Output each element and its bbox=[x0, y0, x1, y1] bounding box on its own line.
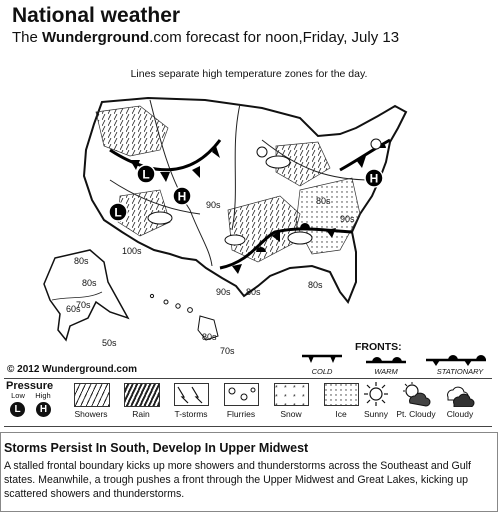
temp-label: 100s bbox=[122, 246, 142, 256]
stationary-front-symbol bbox=[426, 355, 486, 366]
pressure-center-low-2 bbox=[109, 203, 127, 221]
temp-label: 50s bbox=[102, 338, 117, 348]
low-pressure-icon: L bbox=[10, 402, 25, 417]
temp-label: 90s bbox=[340, 214, 355, 224]
fronts-symbols bbox=[292, 352, 492, 368]
partly-cloudy-icon bbox=[400, 381, 432, 407]
cold-front-symbol bbox=[302, 356, 342, 363]
legend-label-cloudy: Cloudy bbox=[446, 409, 474, 419]
temp-label: 80s bbox=[202, 332, 217, 342]
temp-label: 90s bbox=[216, 287, 231, 297]
svg-text:L: L bbox=[114, 205, 122, 220]
pressure-low-label: Low bbox=[11, 391, 25, 400]
legend-label-sunny: Sunny bbox=[363, 409, 389, 419]
story-body: A stalled frontal boundary kicks up more showers and thunderstorms across the Southeast and Gulf states. Meanwhile, a trough pushes a front through the Upper Midwest and Great Lakes, kicking up scattered showers and thunderstorms. bbox=[4, 460, 471, 500]
legend-label-flurries: Flurries bbox=[226, 409, 256, 419]
temp-label: 90s bbox=[206, 200, 221, 210]
pressure-center-high-1 bbox=[173, 187, 191, 205]
subtitle-prefix: The bbox=[12, 29, 43, 46]
temp-label: 60s bbox=[66, 304, 81, 314]
legend-label-showers: Showers bbox=[74, 409, 108, 419]
pressure-legend-title: Pressure bbox=[6, 380, 54, 392]
temp-label: 80s bbox=[316, 196, 331, 206]
front-caption-cold: COLD bbox=[311, 367, 333, 376]
warm-front-symbol bbox=[366, 357, 406, 362]
temp-label: 80s bbox=[74, 256, 89, 266]
us-weather-map bbox=[0, 82, 498, 367]
zone-note: Lines separate high temperature zones for the day. bbox=[130, 68, 368, 80]
svg-text:L: L bbox=[142, 167, 150, 182]
temp-label: 80s bbox=[246, 287, 261, 297]
legend-label-tstorms: T-storms bbox=[174, 409, 208, 419]
temp-label: 80s bbox=[82, 278, 97, 288]
forecast-subtitle bbox=[12, 29, 399, 46]
cloudy-icon bbox=[442, 381, 478, 407]
front-caption-warm: WARM bbox=[374, 367, 398, 376]
pressure-center-high-2 bbox=[365, 169, 383, 187]
snow-icon bbox=[274, 383, 310, 407]
brand-name: Wunderground bbox=[42, 29, 150, 46]
sunny-icon bbox=[362, 381, 390, 407]
showers-icon bbox=[74, 383, 110, 407]
legend-label-pt-cloudy: Pt. Cloudy bbox=[396, 409, 436, 419]
front-caption-stationary: STATIONARY bbox=[436, 367, 484, 376]
svg-text:H: H bbox=[177, 189, 187, 204]
copyright: © 2012 Wunderground.com bbox=[7, 364, 137, 375]
temp-label: 70s bbox=[220, 346, 235, 356]
ice-icon bbox=[324, 383, 360, 407]
pressure-center-low-1 bbox=[137, 165, 155, 183]
legend-label-snow: Snow bbox=[280, 409, 302, 419]
high-pressure-icon: H bbox=[36, 402, 51, 417]
temp-label: 70s bbox=[76, 300, 91, 310]
tstorms-icon bbox=[174, 383, 210, 407]
fronts-title: FRONTS: bbox=[355, 341, 402, 353]
page-title: National weather bbox=[12, 4, 181, 27]
story-headline: Storms Persist In South, Develop In Upper Midwest bbox=[4, 441, 309, 455]
pressure-high-label: High bbox=[35, 391, 51, 400]
flurries-icon bbox=[224, 383, 260, 407]
rain-icon bbox=[124, 383, 160, 407]
temp-label: 80s bbox=[308, 280, 323, 290]
legend-label-ice: Ice bbox=[335, 409, 347, 419]
subtitle-suffix: .com forecast for noon,Friday, July 13 bbox=[149, 29, 400, 46]
svg-text:H: H bbox=[369, 171, 379, 186]
legend-label-rain: Rain bbox=[132, 409, 150, 419]
